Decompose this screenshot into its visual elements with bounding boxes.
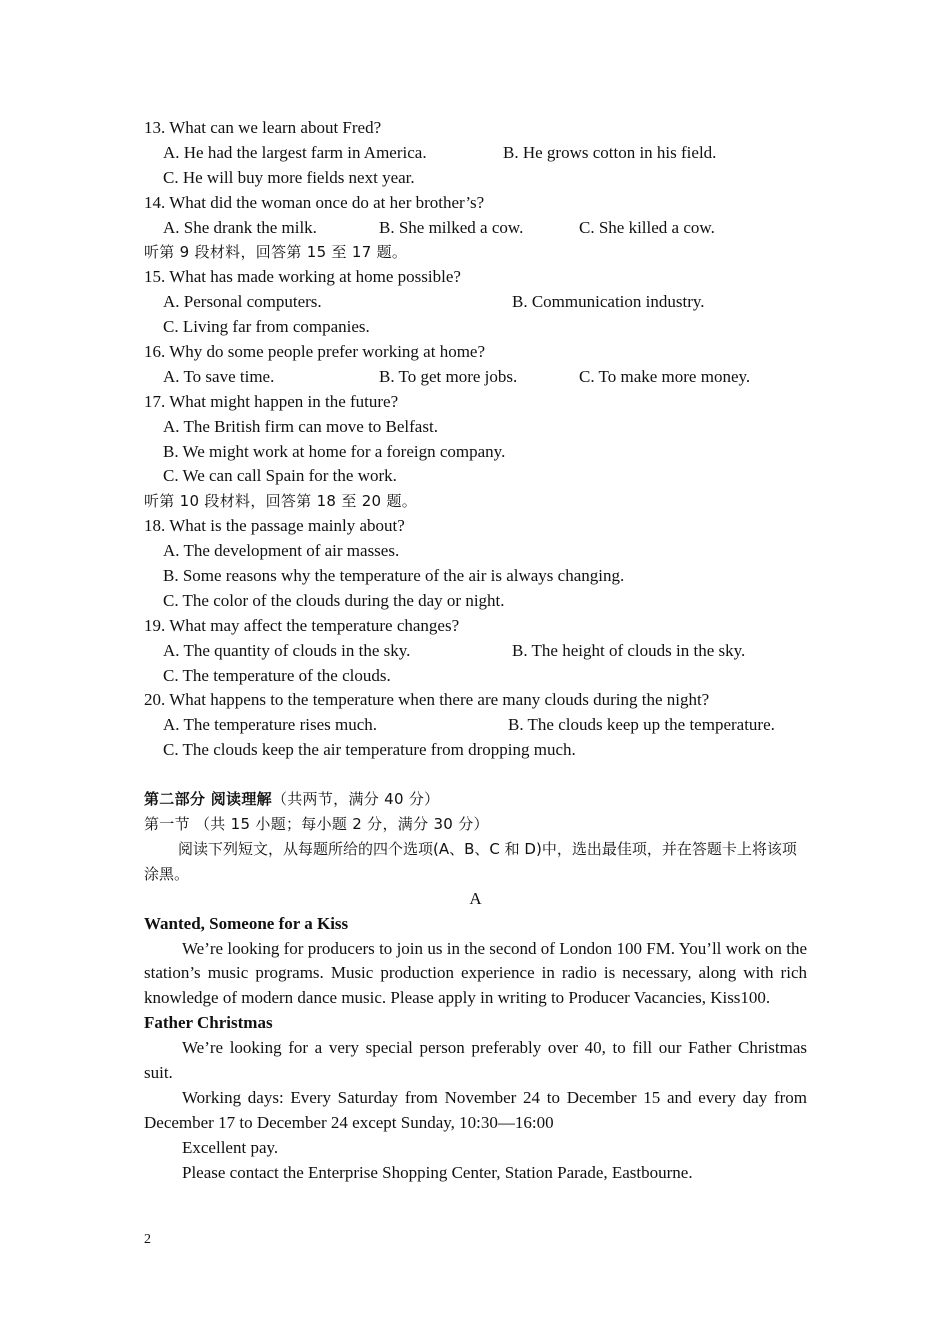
option-a: A. The British firm can move to Belfast. <box>163 416 438 436</box>
option-c: C. Living far from companies. <box>163 317 370 337</box>
ad-title: Wanted, Someone for a Kiss <box>144 913 349 933</box>
question-15: 15. What has made working at home possible? <box>144 267 461 287</box>
option-c: C. The temperature of the clouds. <box>163 665 391 685</box>
option-b: B. He grows cotton in his field. <box>503 142 717 162</box>
option-c: C. The color of the clouds during the day or night. <box>163 590 505 610</box>
option-c: C. We can call Spain for the work. <box>163 466 397 486</box>
section-one-heading: 第一节 （共 15 小题；每小题 2 分，满分 30 分） <box>144 815 489 834</box>
options-row <box>144 216 807 241</box>
ad-title: Father Christmas <box>144 1013 273 1033</box>
question-19: 19. What may affect the temperature changes? <box>144 615 460 635</box>
option-b: B. We might work at home for a foreign company. <box>163 441 506 461</box>
ad-paragraph: Excellent pay. <box>182 1137 279 1157</box>
option-a: A. He had the largest farm in America. <box>163 142 427 162</box>
option-a: A. Personal computers. <box>163 292 322 312</box>
exam-page <box>144 116 807 1186</box>
part-two-title: 第二部分 阅读理解 <box>144 790 272 809</box>
option-c: C. She killed a cow. <box>579 217 715 237</box>
option-b: B. Some reasons why the temperature of the air is always changing. <box>163 566 625 586</box>
option-a: A. The quantity of clouds in the sky. <box>163 640 411 660</box>
part-two-note: （共两节，满分 40 分） <box>271 790 440 809</box>
listening-instruction-10: 听第 10 段材料，回答第 18 至 20 题。 <box>144 492 418 511</box>
page-number: 2 <box>144 1232 151 1247</box>
options-row <box>144 639 807 664</box>
option-c: C. The clouds keep the air temperature from dropping much. <box>163 740 576 760</box>
ad-paragraph: We’re looking for a very special person preferably over 40, to fill our Father Christmas suit. <box>144 1038 807 1083</box>
ad-paragraph: Please contact the Enterprise Shopping Center, Station Parade, Eastbourne. <box>182 1162 693 1182</box>
option-a: A. The temperature rises much. <box>163 715 378 735</box>
reading-instructions: 阅读下列短文，从每题所给的四个选项(A、B、C 和 D)中，选出最佳项，并在答题卡上将该项涂黑。 <box>144 839 797 883</box>
option-a: A. She drank the milk. <box>163 217 317 237</box>
passage-letter: A <box>469 888 482 908</box>
question-14: 14. What did the woman once do at her brother’s? <box>144 192 485 212</box>
options-row <box>144 713 807 738</box>
option-a: A. To save time. <box>163 366 275 386</box>
option-c: C. He will buy more fields next year. <box>163 167 415 187</box>
options-row <box>144 365 807 390</box>
option-b: B. To get more jobs. <box>379 366 518 386</box>
spacer <box>144 763 807 787</box>
option-b: B. Communication industry. <box>512 292 705 312</box>
ad-body: We’re looking for producers to join us in the second of London 100 FM. You’ll work on the station’s music programs. Music production experience in radio is necessary, along with rich knowledge of modern dance music. Please apply in writing to Producer Vacancies, Kiss100. <box>144 938 807 1008</box>
question-18: 18. What is the passage mainly about? <box>144 516 405 536</box>
option-b: B. She milked a cow. <box>379 217 524 237</box>
options-row <box>144 290 807 315</box>
question-17: 17. What might happen in the future? <box>144 391 399 411</box>
ad-paragraph: Working days: Every Saturday from November 24 to December 15 and every day from December 17 to December 24 except Sunday, 10:30—16:00 <box>144 1087 807 1132</box>
option-a: A. The development of air masses. <box>163 541 400 561</box>
question-16: 16. Why do some people prefer working at home? <box>144 342 486 362</box>
part-two-heading <box>144 787 807 812</box>
listening-instruction-9: 听第 9 段材料，回答第 15 至 17 题。 <box>144 243 408 262</box>
option-b: B. The height of clouds in the sky. <box>512 640 746 660</box>
option-b: B. The clouds keep up the temperature. <box>508 715 775 735</box>
options-row <box>144 141 807 166</box>
question-20: 20. What happens to the temperature when there are many clouds during the night? <box>144 690 710 710</box>
option-c: C. To make more money. <box>579 366 751 386</box>
question-13: 13. What can we learn about Fred? <box>144 118 382 137</box>
